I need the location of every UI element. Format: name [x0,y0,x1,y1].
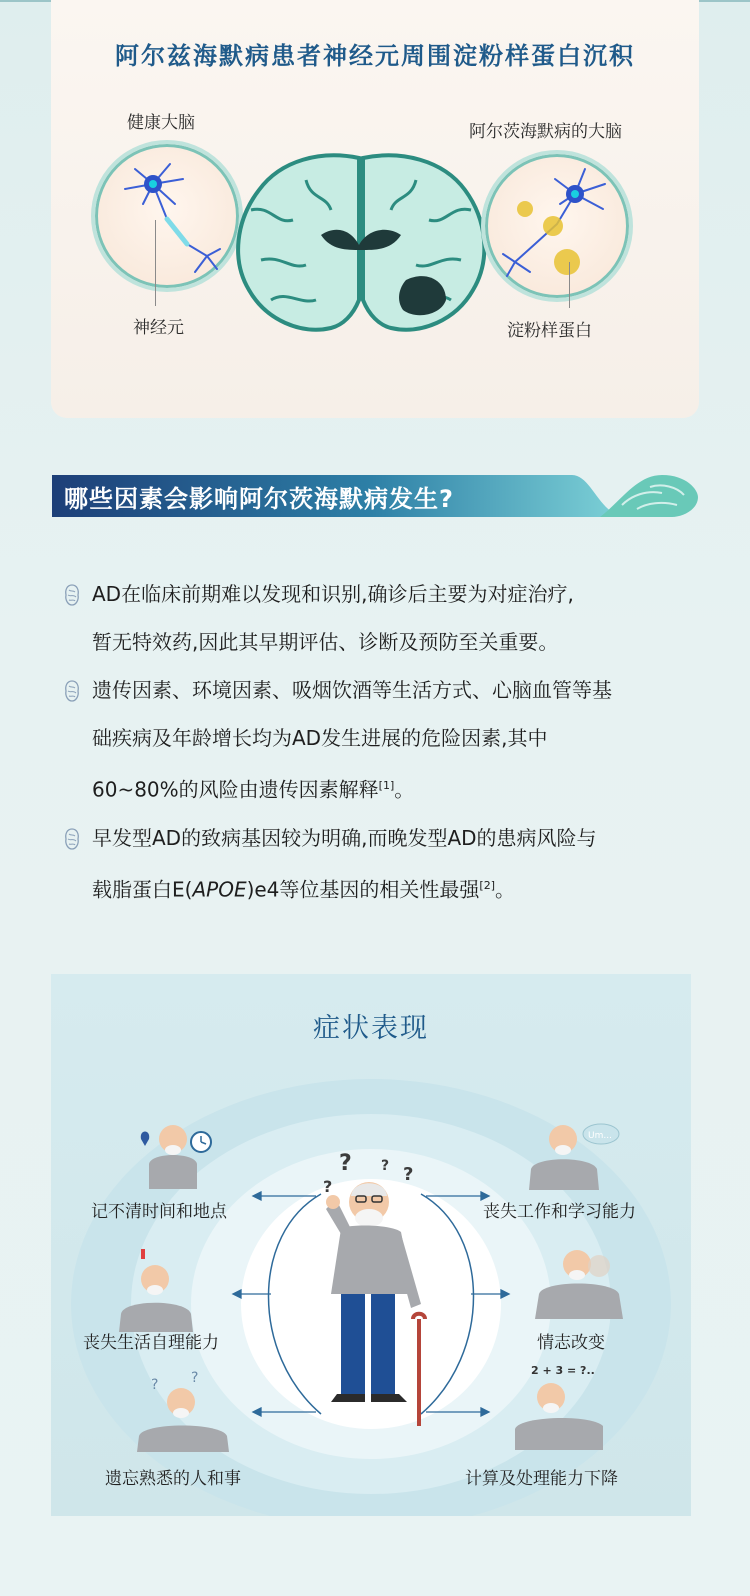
math-bubble-text: 2 + 3 = ?.. [531,1364,595,1377]
card-title: 阿尔兹海默病患者神经元周围淀粉样蛋白沉积 [115,42,635,70]
symptom-label-time-place: 记不清时间和地点 [91,1202,227,1222]
paragraph-text: 60~80%的风险由遗传因素解释 [92,777,379,802]
paragraph-line [92,762,710,814]
neuron-label: 神经元 [133,318,184,338]
paragraph-line: 暂无特效药,因此其早期评估、诊断及预防至关重要。 [92,630,559,654]
speech-bubble-text: Um... [588,1131,612,1141]
brain-bullet-icon [64,828,80,850]
factors-heading: 哪些因素会影响阿尔茨海默病发生? [64,485,454,513]
svg-text:?: ? [151,1377,159,1393]
neuron-leader-line [155,220,156,306]
amyloid-plaque [517,201,533,217]
brain-icon [231,150,491,350]
amyloid-label: 淀粉样蛋白 [507,321,592,341]
amyloid-plaque [554,249,580,275]
svg-text:?: ? [381,1158,390,1174]
svg-text:?: ? [403,1164,414,1185]
paragraph-line: 础疾病及年龄增长均为AD发生进展的危险因素,其中 [92,726,548,750]
factors-heading-banner [52,485,698,527]
amyloid-plaque [543,216,563,236]
ad-neuron-icon [485,154,629,298]
paragraph-text: 载脂蛋白E( [92,877,193,902]
svg-text:?: ? [339,1151,352,1176]
healthy-neuron-circle [91,140,243,292]
symptoms-illustration [51,974,691,1516]
brain-bullet-icon [64,584,80,606]
factors-list [60,570,710,913]
reference-mark: [2] [479,878,496,892]
amyloid-leader-line [569,262,570,308]
factor-paragraph-2 [60,666,710,814]
healthy-brain-label: 健康大脑 [127,113,195,133]
paragraph-line: 早发型AD的致病基因较为明确,而晚发型AD的患病风险与 [92,825,597,850]
gene-name: APOE [192,877,247,902]
paragraph-line: 遗传因素、环境因素、吸烟饮酒等生活方式、心脑血管等基 [92,678,612,702]
paragraph-line [92,862,710,914]
ad-neuron-circle [481,150,633,302]
symptom-label-forget-people: 遗忘熟悉的人和事 [105,1469,241,1489]
svg-text:?: ? [191,1370,199,1386]
ad-brain-label: 阿尔茨海默病的大脑 [469,122,622,142]
amyloid-illustration-card [51,0,699,418]
brain-bullet-icon [64,680,80,702]
symptom-label-work-study: 丧失工作和学习能力 [483,1202,636,1222]
healthy-neuron-icon [95,144,239,288]
svg-text:?: ? [323,1177,333,1196]
paragraph-line: AD在临床前期难以发现和识别,确诊后主要为对症治疗, [92,582,574,606]
symptom-label-calculation: 计算及处理能力下降 [465,1469,618,1489]
paragraph-punct: 。 [394,777,415,802]
symptom-label-mood: 情志改变 [537,1333,605,1353]
factor-paragraph-1 [60,570,710,666]
symptoms-card [51,974,691,1516]
symptoms-title: 症状表现 [313,1013,429,1044]
symptom-label-self-care: 丧失生活自理能力 [83,1333,219,1353]
brain-cross-section [231,150,491,350]
paragraph-text: )e4等位基因的相关性最强 [246,877,480,902]
factor-paragraph-3 [60,814,710,914]
reference-mark: [1] [378,779,395,792]
paragraph-punct: 。 [495,877,516,902]
